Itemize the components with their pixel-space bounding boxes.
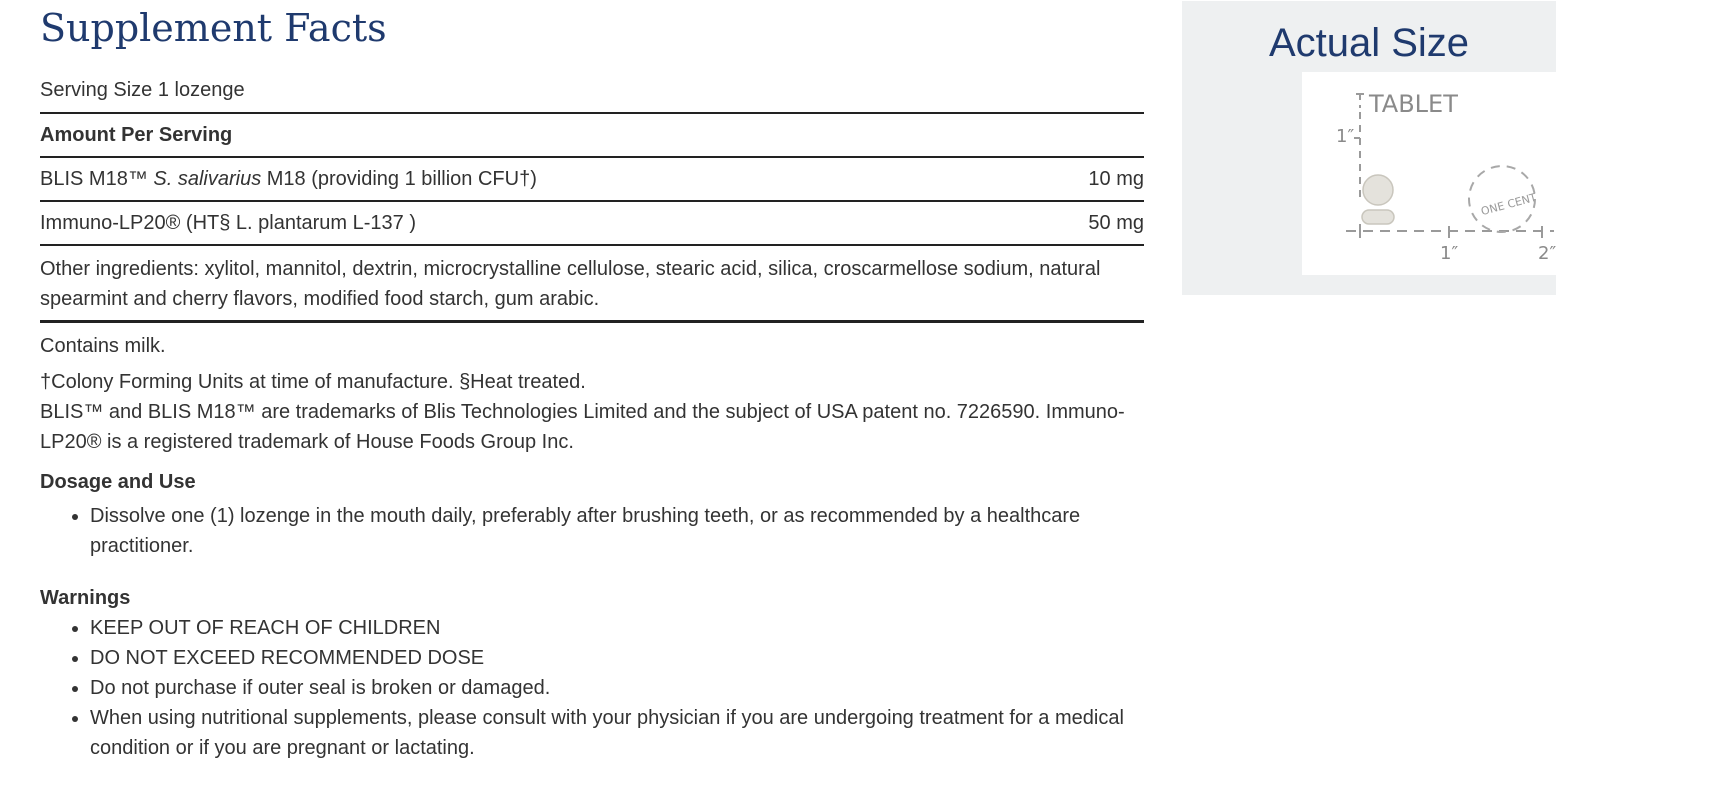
actual-size-diagram [1302,72,1596,275]
ingredient-row [40,158,1144,202]
ingredient-name-suffix: M18 (providing 1 billion CFU†) [261,168,537,190]
ingredient-amount: 10 mg [1088,168,1144,190]
coin-label: ONE CENT [1479,190,1538,219]
allergen-note: Contains milk. [40,335,166,357]
warnings-title: Warnings [40,587,131,609]
size-diagram-graphic [1302,72,1596,275]
amount-per-serving-label: Amount Per Serving [40,124,233,146]
warning-item: • DO NOT EXCEED RECOMMENDED DOSE [90,643,1144,673]
warnings-list [40,613,1144,763]
dosage-item: • Dissolve one (1) lozenge in the mouth daily, preferably after brushing teeth, or as recommended by a healthcare practitioner. [90,501,1144,561]
scale-label-vertical: 1″ [1336,126,1355,147]
warning-item: • KEEP OUT OF REACH OF CHILDREN [90,613,1144,643]
supplement-panel [40,0,1144,763]
ingredient-name-prefix: Immuno-LP20® (HT§ L. plantarum L-137 ) [40,212,417,234]
footnote-cfu: †Colony Forming Units at time of manufacture. §Heat treated. [40,371,586,393]
tablet-form-label: TABLET [1369,90,1458,118]
ingredient-amount: 50 mg [1088,212,1144,234]
footnote-trademarks: BLIS™ and BLIS M18™ are trademarks of Blis Technologies Limited and the subject of USA patent no. 7226590. Immuno-LP20® is a registered trademark of House Foods Group Inc. [40,401,1125,453]
warning-item: • When using nutritional supplements, please consult with your physician if you are undergoing treatment for a medical condition or if you are pregnant or lactating. [90,703,1144,763]
ingredient-row [40,202,1144,246]
actual-size-title: Actual Size [1268,21,1470,65]
ingredient-name-species: S. salivarius [153,168,262,190]
vertical-scale [1354,94,1364,202]
tablet-side-view [1362,210,1394,224]
ingredient-name [40,164,537,194]
tablet-top-view [1363,175,1393,205]
ingredient-name [40,208,416,238]
serving-size: Serving Size 1 lozenge [40,79,245,101]
amount-per-serving-row [40,114,1144,158]
dosage-title: Dosage and Use [40,471,196,493]
other-ingredients: Other ingredients: xylitol, mannitol, dextrin, microcrystalline cellulose, stearic acid, silica, croscarmellose sodium, natural spearmint and cherry flavors, modified food starch, gum arabic. [40,246,1144,323]
actual-size-panel [1182,1,1556,295]
dosage-list [40,501,1144,561]
ingredient-name-prefix: BLIS M18™ [40,168,154,190]
horizontal-scale [1346,224,1554,238]
scale-label-x1: 1″ [1440,243,1459,264]
scale-label-x2: 2″ [1538,243,1557,264]
serving-size-row [40,68,1144,114]
supplement-facts-title: Supplement Facts [40,6,387,50]
warning-item: • Do not purchase if outer seal is broken or damaged. [90,673,1144,703]
